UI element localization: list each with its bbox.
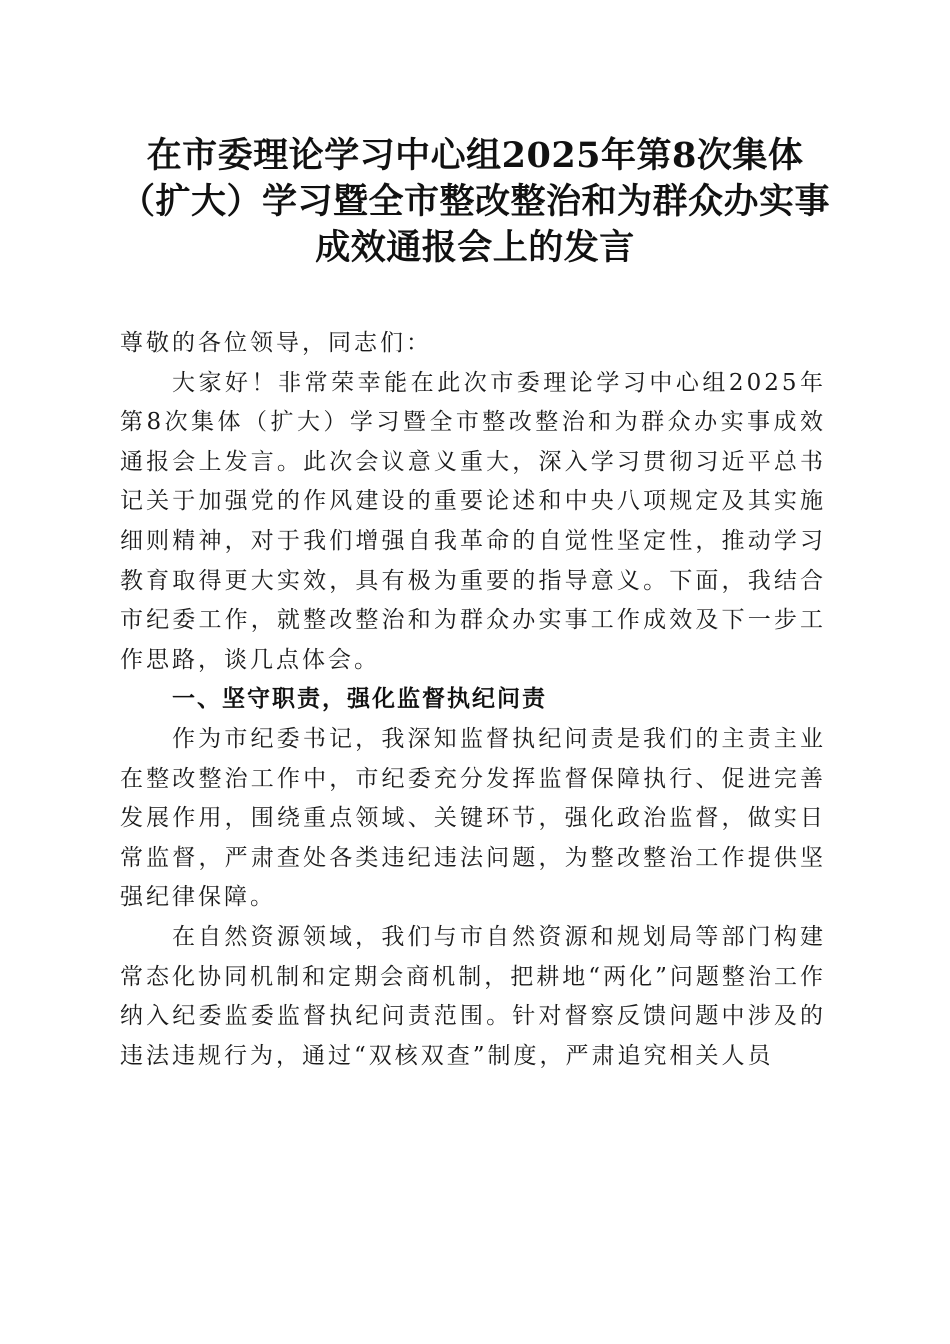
section-1-paragraph-2: 在自然资源领域，我们与市自然资源和规划局等部门构建常态化协同机制和定期会商机制，把耕地“两化”问题整治工作纳入纪委监委监督执纪问责范围。针对督察反馈问题中涉及的违法违规行为，通过“双核双查”制度，严肃追究相关人员 [120,923,826,1069]
document-body [120,324,826,1076]
title-line-1: 在市委理论学习中心组2025年第8次集体 [146,135,804,176]
salutation: 尊敬的各位领导，同志们： [120,330,432,356]
section-1-paragraph-1: 作为市纪委书记，我深知监督执纪问责是我们的主责主业在整改整治工作中，市纪委充分发挥监督保障执行、促进完善发展作用，围绕重点领域、关键环节，强化政治监督，做实日常监督，严肃查处各类违纪违法问题，为整改整治工作提供坚强纪律保障。 [120,725,826,911]
section-1-heading: 一、坚守职责，强化监督执纪问责 [172,686,547,713]
opening-paragraph: 大家好！非常荣幸能在此次市委理论学习中心组2025年第8次集体（扩大）学习暨全市整改整治和为群众办实事成效通报会上发言。此次会议意义重大，深入学习贯彻习近平总书记关于加强党的作风建设的重要论述和中央八项规定及其实施细则精神，对于我们增强自我革命的自觉性坚定性，推动学习教育取得更大实效，具有极为重要的指导意义。下面，我结合市纪委工作，就整改整治和为群众办实事工作成效及下一步工作思路，谈几点体会。 [120,369,826,673]
document-title [100,133,850,271]
title-line-2: （扩大）学习暨全市整改整治和为群众办实事 [119,181,830,222]
title-line-3: 成效通报会上的发言 [315,227,635,268]
